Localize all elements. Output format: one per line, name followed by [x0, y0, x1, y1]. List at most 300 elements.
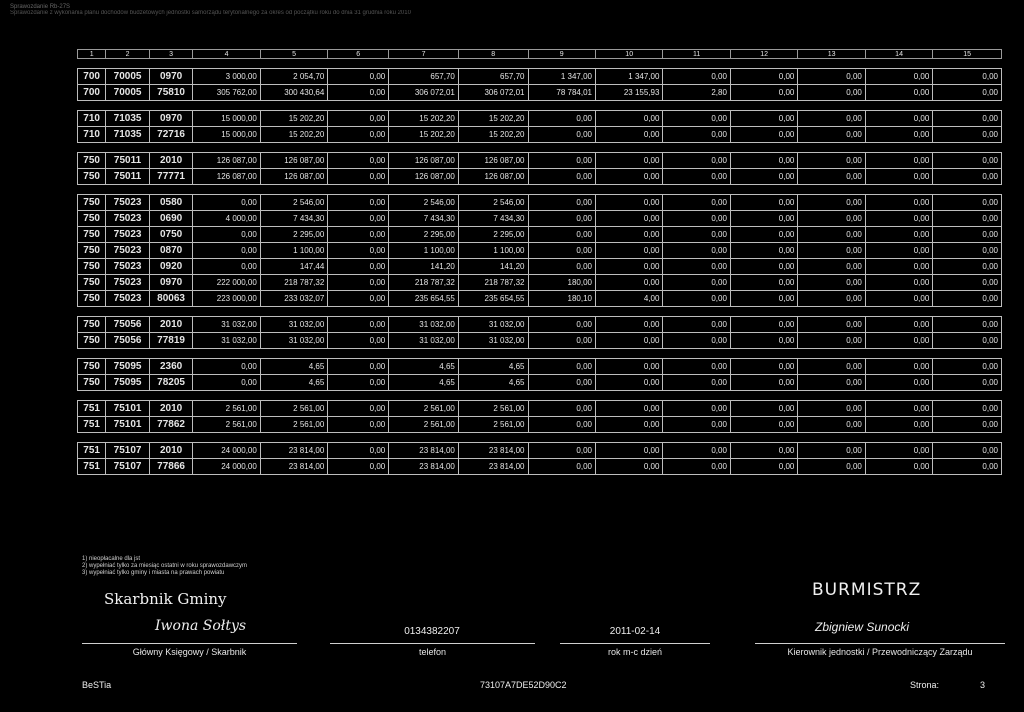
- table-cell: 80063: [149, 291, 193, 307]
- table-cell: 75107: [106, 459, 150, 475]
- table-cell: 0,00: [730, 153, 797, 169]
- table-cell: 0,00: [933, 195, 1002, 211]
- table-cell: 0,00: [528, 443, 595, 459]
- table-cell: 0,00: [730, 85, 797, 101]
- table-cell: 15 202,20: [260, 127, 327, 143]
- table-cell: 0,00: [798, 85, 865, 101]
- table-cell: 0,00: [865, 259, 932, 275]
- group-separator: [78, 185, 1002, 195]
- table-cell: 0,00: [595, 127, 662, 143]
- table-cell: 4 000,00: [193, 211, 260, 227]
- table-cell: 0,00: [663, 275, 730, 291]
- table-cell: 750: [78, 317, 106, 333]
- table-cell: 750: [78, 333, 106, 349]
- table-row: [78, 459, 1002, 475]
- table-cell: 218 787,32: [260, 275, 327, 291]
- table-cell: 0970: [149, 275, 193, 291]
- table-cell: 0,00: [328, 375, 389, 391]
- footnotes: [82, 556, 482, 577]
- table-cell: 0,00: [663, 317, 730, 333]
- table-cell: 657,70: [389, 69, 459, 85]
- table-cell: 180,00: [528, 275, 595, 291]
- table-cell: 751: [78, 459, 106, 475]
- table-cell: 75101: [106, 417, 150, 433]
- column-number: 6: [328, 50, 389, 59]
- table-cell: 126 087,00: [458, 169, 528, 185]
- column-number: 13: [798, 50, 865, 59]
- table-cell: 15 202,20: [389, 127, 459, 143]
- table-cell: 15 202,20: [458, 111, 528, 127]
- column-number: 8: [458, 50, 528, 59]
- table-cell: 0,00: [730, 291, 797, 307]
- table-cell: 0,00: [865, 275, 932, 291]
- table-cell: 0,00: [798, 317, 865, 333]
- table-cell: 0,00: [933, 317, 1002, 333]
- table-cell: 0,00: [865, 333, 932, 349]
- table-cell: 0,00: [798, 227, 865, 243]
- table-cell: 77819: [149, 333, 193, 349]
- table-cell: 0,00: [663, 211, 730, 227]
- table-cell: 218 787,32: [389, 275, 459, 291]
- table-cell: 0,00: [933, 243, 1002, 259]
- table-cell: 0,00: [528, 211, 595, 227]
- table-cell: 0,00: [528, 243, 595, 259]
- table-cell: 2 546,00: [389, 195, 459, 211]
- table-cell: 0,00: [528, 333, 595, 349]
- table-cell: 0,00: [328, 153, 389, 169]
- table-cell: 0,00: [933, 291, 1002, 307]
- table-cell: 2360: [149, 359, 193, 375]
- table-cell: 0750: [149, 227, 193, 243]
- table-cell: 24 000,00: [193, 443, 260, 459]
- phone-value: 0134382207: [404, 626, 460, 637]
- table-cell: 126 087,00: [260, 153, 327, 169]
- table-cell: 0,00: [663, 401, 730, 417]
- table-cell: 15 000,00: [193, 111, 260, 127]
- table-cell: 0,00: [798, 333, 865, 349]
- table-cell: 0,00: [528, 195, 595, 211]
- column-number: 7: [389, 50, 459, 59]
- column-number: 14: [865, 50, 932, 59]
- table-cell: 180,10: [528, 291, 595, 307]
- table-cell: 235 654,55: [389, 291, 459, 307]
- table-cell: 7 434,30: [458, 211, 528, 227]
- table-cell: 7 434,30: [389, 211, 459, 227]
- table-cell: 15 000,00: [193, 127, 260, 143]
- table-cell: 710: [78, 127, 106, 143]
- table-cell: 0,00: [865, 243, 932, 259]
- table-cell: 2010: [149, 317, 193, 333]
- table-cell: 70005: [106, 69, 150, 85]
- table-cell: 15 202,20: [260, 111, 327, 127]
- column-number: 5: [260, 50, 327, 59]
- table-cell: 0,00: [865, 195, 932, 211]
- table-cell: 0,00: [193, 227, 260, 243]
- document-header-strip: [10, 4, 480, 18]
- table-cell: 2 295,00: [389, 227, 459, 243]
- table-cell: 75095: [106, 359, 150, 375]
- table-cell: 0,00: [528, 127, 595, 143]
- table-cell: 305 762,00: [193, 85, 260, 101]
- table-cell: 0,00: [663, 259, 730, 275]
- table-cell: 0,00: [730, 111, 797, 127]
- table-cell: 77862: [149, 417, 193, 433]
- table-row: [78, 69, 1002, 85]
- date-caption: rok m-c dzień: [607, 647, 662, 657]
- budget-income-table: [77, 49, 1002, 475]
- table-cell: 0,00: [193, 259, 260, 275]
- table-cell: 0,00: [528, 359, 595, 375]
- table-cell: 31 032,00: [193, 333, 260, 349]
- table-cell: 0,00: [663, 417, 730, 433]
- table-cell: 0,00: [663, 227, 730, 243]
- report-title: Sprawozdanie z wykonania planu dochodów budżetowych jednostki samorządu terytorialnego za okres od początku roku do dnia 31 grudnia roku 2010: [10, 10, 411, 16]
- table-cell: 147,44: [260, 259, 327, 275]
- table-cell: 0,00: [595, 375, 662, 391]
- footer-app-name: BeSTia: [82, 680, 112, 690]
- table-cell: 15 202,20: [458, 127, 528, 143]
- table-row: [78, 443, 1002, 459]
- footnote-3: 3) wypełniać tylko gminy i miasta na prawach powiatu: [82, 570, 225, 576]
- skarbnik-caption: Główny Księgowy / Skarbnik: [132, 647, 247, 657]
- table-cell: 2 561,00: [260, 401, 327, 417]
- table-cell: 306 072,01: [389, 85, 459, 101]
- column-number-row: [78, 50, 1002, 59]
- table-cell: 0,00: [798, 259, 865, 275]
- table-cell: 4,00: [595, 291, 662, 307]
- table-cell: 0,00: [865, 459, 932, 475]
- table-cell: 0,00: [328, 417, 389, 433]
- table-row: [78, 195, 1002, 211]
- table-cell: 0,00: [730, 443, 797, 459]
- table-row: [78, 401, 1002, 417]
- table-cell: 31 032,00: [389, 317, 459, 333]
- head-signature: Zbigniew Sunocki: [815, 620, 910, 634]
- table-cell: 750: [78, 195, 106, 211]
- table-cell: 75023: [106, 195, 150, 211]
- table-cell: 0,00: [798, 153, 865, 169]
- table-cell: 77771: [149, 169, 193, 185]
- table-cell: 0,00: [328, 443, 389, 459]
- table-row: [78, 169, 1002, 185]
- column-number: 9: [528, 50, 595, 59]
- table-cell: 0,00: [663, 443, 730, 459]
- table-cell: 0,00: [865, 153, 932, 169]
- table-cell: 0,00: [595, 169, 662, 185]
- table-cell: 2,80: [663, 85, 730, 101]
- table-cell: 0,00: [528, 153, 595, 169]
- signature-line-right: [755, 643, 1005, 644]
- column-number: 10: [595, 50, 662, 59]
- table-row: [78, 127, 1002, 143]
- signature-line-phone: [330, 643, 535, 644]
- table-cell: 2 561,00: [389, 417, 459, 433]
- table-cell: 750: [78, 259, 106, 275]
- table-cell: 0,00: [528, 169, 595, 185]
- table-cell: 4,65: [260, 375, 327, 391]
- table-cell: 0,00: [798, 111, 865, 127]
- table-cell: 0,00: [328, 291, 389, 307]
- table-cell: 0,00: [798, 417, 865, 433]
- column-number: 11: [663, 50, 730, 59]
- table-cell: 2 561,00: [389, 401, 459, 417]
- table-cell: 1 347,00: [595, 69, 662, 85]
- table-cell: 0,00: [528, 317, 595, 333]
- table-cell: 2010: [149, 443, 193, 459]
- skarbnik-stamp: Skarbnik Gminy: [104, 590, 227, 608]
- table-cell: 0,00: [730, 243, 797, 259]
- table-cell: 0,00: [328, 275, 389, 291]
- table-cell: 75023: [106, 259, 150, 275]
- table-cell: 0,00: [595, 195, 662, 211]
- group-separator: [78, 143, 1002, 153]
- table-cell: 0,00: [865, 401, 932, 417]
- table-row: [78, 417, 1002, 433]
- table-cell: 126 087,00: [260, 169, 327, 185]
- table-cell: 75101: [106, 401, 150, 417]
- table-cell: 0,00: [663, 359, 730, 375]
- table-cell: 750: [78, 243, 106, 259]
- table-cell: 0,00: [730, 459, 797, 475]
- table-cell: 0,00: [730, 195, 797, 211]
- table-cell: 141,20: [389, 259, 459, 275]
- table-cell: 70005: [106, 85, 150, 101]
- table-cell: 1 347,00: [528, 69, 595, 85]
- table-cell: 0,00: [595, 417, 662, 433]
- table-cell: 710: [78, 111, 106, 127]
- table-cell: 2 295,00: [260, 227, 327, 243]
- table-cell: 78205: [149, 375, 193, 391]
- table-cell: 0,00: [933, 459, 1002, 475]
- table-cell: 0,00: [328, 333, 389, 349]
- table-cell: 75810: [149, 85, 193, 101]
- table-cell: 0,00: [595, 111, 662, 127]
- table-cell: 0,00: [865, 69, 932, 85]
- table-cell: 4,65: [389, 375, 459, 391]
- table-cell: 0,00: [730, 169, 797, 185]
- table-cell: 0,00: [595, 459, 662, 475]
- table-cell: 0,00: [528, 401, 595, 417]
- table-cell: 0,00: [798, 211, 865, 227]
- table-cell: 0,00: [663, 153, 730, 169]
- table-cell: 0,00: [528, 375, 595, 391]
- table-cell: 0,00: [730, 333, 797, 349]
- table-cell: 218 787,32: [458, 275, 528, 291]
- table-cell: 0,00: [933, 443, 1002, 459]
- table-cell: 2 546,00: [260, 195, 327, 211]
- table-cell: 751: [78, 443, 106, 459]
- table-cell: 750: [78, 227, 106, 243]
- skarbnik-signature: Iwona Sołtys: [155, 618, 247, 634]
- table-cell: 0,00: [865, 211, 932, 227]
- table-cell: 0,00: [865, 443, 932, 459]
- column-number: 15: [933, 50, 1002, 59]
- footnote-2: 2) wypełniać tylko za miesiąc ostatni w roku sprawozdawczym: [82, 563, 248, 569]
- table-cell: 0,00: [328, 317, 389, 333]
- table-cell: 750: [78, 275, 106, 291]
- table-cell: 0,00: [328, 195, 389, 211]
- table-cell: 0,00: [730, 259, 797, 275]
- table-cell: 0,00: [865, 169, 932, 185]
- table-cell: 23 814,00: [260, 459, 327, 475]
- table-cell: 0,00: [933, 375, 1002, 391]
- table-cell: 0,00: [595, 153, 662, 169]
- table-cell: 750: [78, 359, 106, 375]
- table-cell: 0,00: [933, 211, 1002, 227]
- table-cell: 75056: [106, 333, 150, 349]
- table-cell: 0,00: [798, 291, 865, 307]
- signature-line-date: [560, 643, 710, 644]
- column-number: 12: [730, 50, 797, 59]
- table-row: [78, 375, 1002, 391]
- table-cell: 75095: [106, 375, 150, 391]
- table-cell: 77866: [149, 459, 193, 475]
- table-cell: 0,00: [328, 127, 389, 143]
- table-cell: 0580: [149, 195, 193, 211]
- table-cell: 0,00: [193, 359, 260, 375]
- table-cell: 0,00: [798, 443, 865, 459]
- table-cell: 75023: [106, 211, 150, 227]
- table-cell: 0,00: [663, 375, 730, 391]
- table-cell: 0,00: [730, 417, 797, 433]
- table-cell: 75107: [106, 443, 150, 459]
- table-cell: 300 430,64: [260, 85, 327, 101]
- column-number: 1: [78, 50, 106, 59]
- table-cell: 0970: [149, 69, 193, 85]
- table-row: [78, 211, 1002, 227]
- table-cell: 31 032,00: [260, 333, 327, 349]
- table-cell: 0,00: [193, 195, 260, 211]
- table-cell: 0,00: [328, 111, 389, 127]
- table-cell: 0,00: [933, 127, 1002, 143]
- table-cell: 23 155,93: [595, 85, 662, 101]
- table-cell: 0,00: [328, 227, 389, 243]
- table-cell: 0,00: [933, 69, 1002, 85]
- table-cell: 750: [78, 291, 106, 307]
- table-cell: 0,00: [663, 169, 730, 185]
- table-cell: 0,00: [865, 417, 932, 433]
- table-cell: 2010: [149, 153, 193, 169]
- table-cell: 75011: [106, 169, 150, 185]
- group-separator: [78, 433, 1002, 443]
- table-cell: 0,00: [933, 333, 1002, 349]
- table-cell: 23 814,00: [458, 459, 528, 475]
- table-cell: 126 087,00: [193, 153, 260, 169]
- table-cell: 0,00: [595, 243, 662, 259]
- table-cell: 0,00: [865, 85, 932, 101]
- table-cell: 0,00: [933, 359, 1002, 375]
- table-cell: 0,00: [730, 211, 797, 227]
- table-cell: 0,00: [730, 275, 797, 291]
- table-cell: 0,00: [328, 211, 389, 227]
- table-cell: 0,00: [730, 359, 797, 375]
- table-cell: 306 072,01: [458, 85, 528, 101]
- table-cell: 235 654,55: [458, 291, 528, 307]
- table-cell: 31 032,00: [260, 317, 327, 333]
- table-cell: 126 087,00: [389, 153, 459, 169]
- table-cell: 0,00: [798, 375, 865, 391]
- table-cell: 2 561,00: [260, 417, 327, 433]
- table-cell: 0,00: [798, 127, 865, 143]
- table-cell: 0,00: [865, 375, 932, 391]
- table-row: [78, 259, 1002, 275]
- table-cell: 0,00: [798, 195, 865, 211]
- table-cell: 75011: [106, 153, 150, 169]
- table-cell: 0870: [149, 243, 193, 259]
- table-cell: 1 100,00: [260, 243, 327, 259]
- table-cell: 0,00: [865, 291, 932, 307]
- table-cell: 0,00: [328, 169, 389, 185]
- footer-page-number: 3: [980, 680, 986, 690]
- table-cell: 0,00: [595, 359, 662, 375]
- table-cell: 0,00: [528, 459, 595, 475]
- table-row: [78, 359, 1002, 375]
- table-cell: 0,00: [730, 317, 797, 333]
- group-separator: [78, 59, 1002, 69]
- table-cell: 222 000,00: [193, 275, 260, 291]
- table-cell: 126 087,00: [193, 169, 260, 185]
- table-row: [78, 85, 1002, 101]
- table-cell: 0,00: [933, 111, 1002, 127]
- table-cell: 0,00: [798, 459, 865, 475]
- group-separator: [78, 391, 1002, 401]
- table-cell: 0,00: [730, 127, 797, 143]
- table-cell: 233 032,07: [260, 291, 327, 307]
- table-cell: 0,00: [933, 259, 1002, 275]
- table-cell: 0,00: [663, 459, 730, 475]
- table-cell: 0,00: [865, 359, 932, 375]
- table-cell: 750: [78, 153, 106, 169]
- table-cell: 0,00: [328, 243, 389, 259]
- table-cell: 0,00: [328, 259, 389, 275]
- table-cell: 0,00: [595, 443, 662, 459]
- burmistrz-stamp: BURMISTRZ: [812, 580, 922, 600]
- table-cell: 75056: [106, 317, 150, 333]
- table-row: [78, 317, 1002, 333]
- table-cell: 0970: [149, 111, 193, 127]
- table-cell: 0,00: [798, 401, 865, 417]
- table-cell: 0,00: [798, 69, 865, 85]
- table-cell: 2 561,00: [458, 401, 528, 417]
- table-cell: 2 561,00: [193, 401, 260, 417]
- table-cell: 1 100,00: [458, 243, 528, 259]
- table-cell: 0,00: [528, 111, 595, 127]
- table-cell: 0,00: [595, 275, 662, 291]
- table-cell: 31 032,00: [389, 333, 459, 349]
- column-number: 4: [193, 50, 260, 59]
- table-cell: 0,00: [595, 401, 662, 417]
- table-cell: 0,00: [730, 401, 797, 417]
- table-cell: 0,00: [528, 417, 595, 433]
- table-cell: 0,00: [933, 153, 1002, 169]
- table-cell: 0,00: [865, 227, 932, 243]
- table-cell: 0,00: [595, 259, 662, 275]
- table-cell: 700: [78, 69, 106, 85]
- table-cell: 0,00: [663, 111, 730, 127]
- table-cell: 71035: [106, 111, 150, 127]
- group-separator: [78, 307, 1002, 317]
- table-cell: 0,00: [933, 401, 1002, 417]
- table-cell: 2010: [149, 401, 193, 417]
- table-cell: 0,00: [730, 227, 797, 243]
- table-cell: 0690: [149, 211, 193, 227]
- table-row: [78, 291, 1002, 307]
- table-cell: 0,00: [193, 375, 260, 391]
- table-cell: 31 032,00: [458, 317, 528, 333]
- table-cell: 78 784,01: [528, 85, 595, 101]
- table-cell: 2 561,00: [193, 417, 260, 433]
- table-cell: 23 814,00: [260, 443, 327, 459]
